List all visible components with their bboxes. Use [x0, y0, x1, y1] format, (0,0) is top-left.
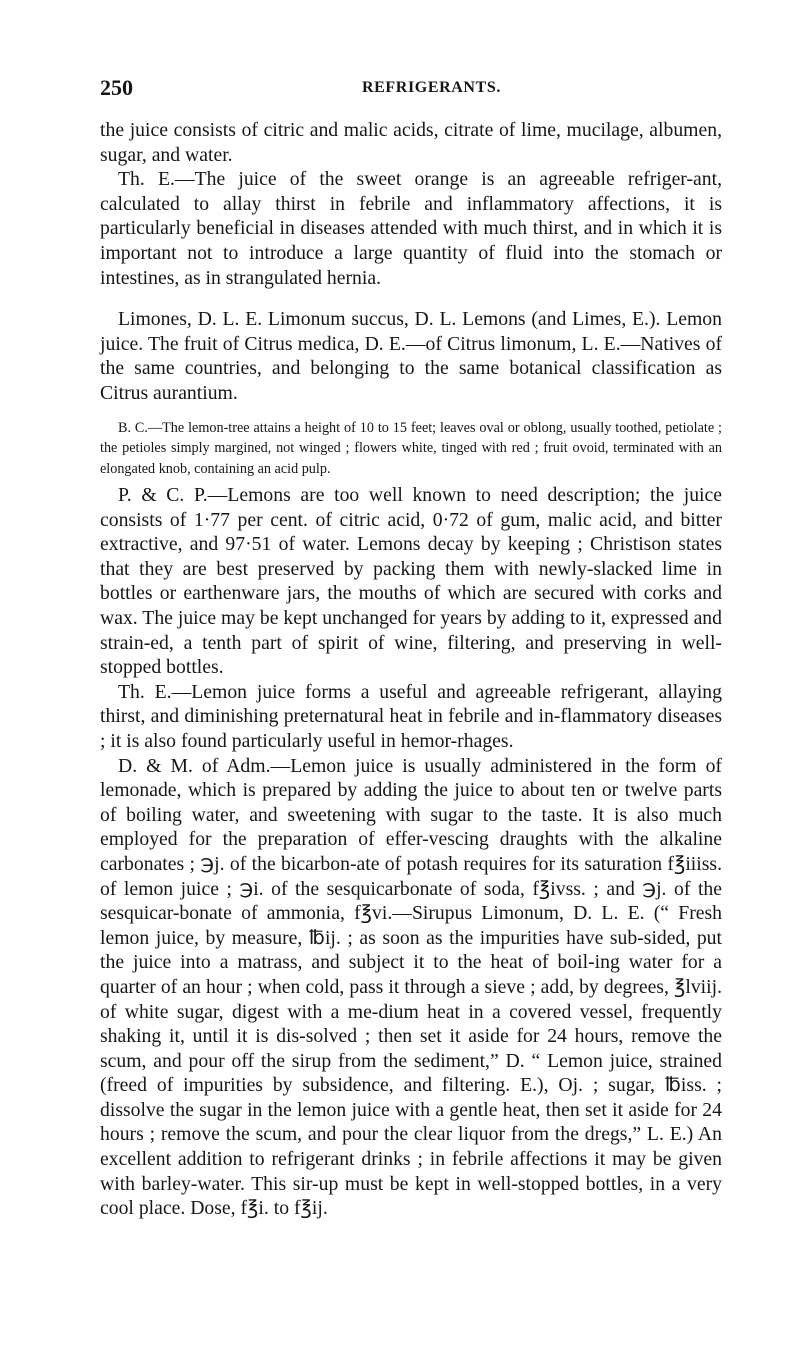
page-number: 250	[100, 75, 133, 100]
paragraph-limones-heading: Limones, D. L. E. Limonum succus, D. L. Lemons (and Limes, E.). Lemon juice. The fruit of Citrus medica, D. E.—of Citrus limonum, L. E.—Natives of the same countries, and belonging to the same botanical classification as Citrus aurantium.	[100, 308, 722, 404]
paragraph-dose-administration: D. & M. of Adm.—Lemon juice is usually administered in the form of lemonade, which is prepared by adding the juice to about ten or twelve parts of boiling water, and sweetening with sugar to the taste. It is also much employed for the preparation of effer-vescing draughts with the alkaline carbonates ; ℈j. of the bicarbon-ate of potash requires for its saturation f℥iiiss. of lemon juice ; ℈i. of the sesquicarbonate of soda, f℥ivss. ; and ℈j. of the sesquicar-bonate of ammonia, f℥vi.—Sirupus Limonum, D. L. E. (“ Fresh lemon juice, by measure, ℔ij. ; as soon as the impurities have sub-sided, put the juice into a matrass, and subject it to the heat of boil-ing water for a quarter of an hour ; when cold, pass it through a sieve ; add, by degrees, ℥lviij. of white sugar, digest with a me-dium heat in a covered vessel, frequently shaking it, until it is dis-solved ; then set it aside for 24 hours, remove the scum, and pour off the sirup from the sediment,” D. “ Lemon juice, strained (freed of impurities by subsidence, and filtering. E.), Oj. ; sugar, ℔iss. ; dissolve the sugar in the lemon juice with a gentle heat, then set it aside for 24 hours ; remove the scum, and pour the clear liquor from the dregs,” L. E.) An excellent addition to refrigerant drinks ; in febrile affections it may be given with barley-water. This sir-up must be kept in well-stopped bottles, in a very cool place. Dose, f℥i. to f℥ij.	[100, 754, 722, 1220]
page-body	[100, 118, 722, 1221]
paragraph-orange-therapeutics: Th. E.—The juice of the sweet orange is an agreeable refriger-ant, calculated to allay thirst in febrile and inflammatory affections, it is particularly beneficial in diseases attended with much thirst, and in which it is important not to introduce a large quantity of fluid into the stomach or intestines, as in strangulated hernia.	[100, 168, 722, 289]
running-title: REFRIGERANTS.	[362, 79, 501, 96]
paragraph-botanical-characters: B. C.—The lemon-tree attains a height of 10 to 15 feet; leaves oval or oblong, usually toothed, petiolate ; the petioles simply margined, not winged ; flowers white, tinged with red ; fruit ovoid, terminated with an elongated knob, containing an acid pulp.	[100, 419, 722, 477]
paragraph-orange-composition: the juice consists of citric and malic acids, citrate of lime, mucilage, albumen, sugar, and water.	[100, 119, 722, 166]
paragraph-lemon-therapeutics: Th. E.—Lemon juice forms a useful and agreeable refrigerant, allaying thirst, and diminishing preternatural heat in febrile and in-flammatory diseases ; it is also found particularly useful in hemor-rhages.	[100, 680, 722, 752]
paragraph-properties-composition: P. & C. P.—Lemons are too well known to need description; the juice consists of 1·77 per cent. of citric acid, 0·72 of gum, malic acid, and bitter extractive, and 97·51 of water. Lemons decay by keeping ; Christison states that they are best preserved by packing them with newly-slacked lime in bottles or earthenware jars, the mouths of which are secured with corks and wax. The juice may be kept unchanged for years by adding to it, expressed and strain-ed, a tenth part of spirit of wine, filtering, and preserving in well-stopped bottles.	[100, 484, 722, 679]
running-head	[100, 75, 720, 105]
